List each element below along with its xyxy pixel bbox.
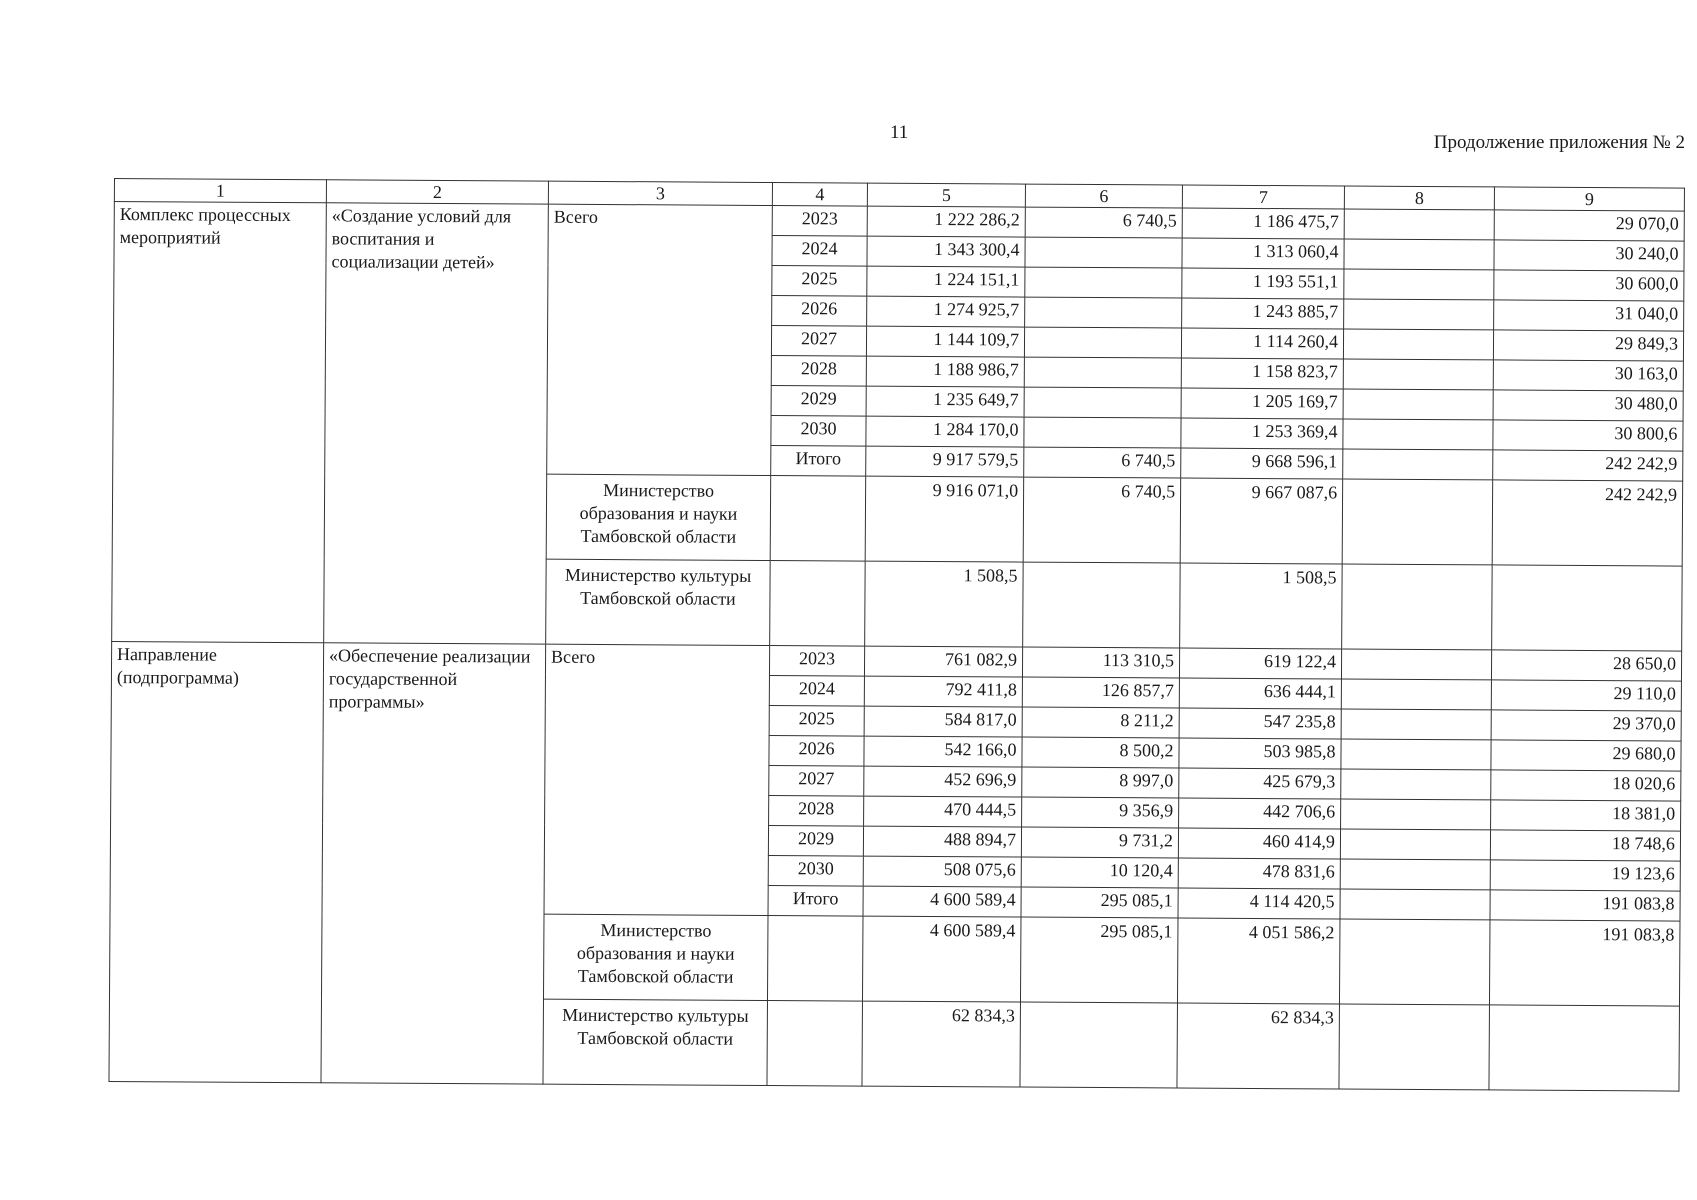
value-cell <box>1341 799 1491 830</box>
value-cell: 8 500,2 <box>1022 737 1179 768</box>
value-cell <box>1339 919 1490 1005</box>
value-cell: 8 997,0 <box>1022 767 1179 798</box>
value-cell: 792 411,8 <box>864 676 1022 707</box>
funding-source-name: Министерство культуры Тамбовской области <box>543 999 768 1085</box>
budget-table <box>108 178 1684 1092</box>
value-cell: 9 731,2 <box>1021 827 1178 858</box>
value-cell: 478 831,6 <box>1178 858 1340 889</box>
value-cell: 488 894,7 <box>863 826 1021 857</box>
value-cell <box>1344 209 1494 240</box>
value-cell <box>1344 269 1494 300</box>
value-cell: 1 274 925,7 <box>867 296 1025 327</box>
program-type: Направление (подпрограмма) <box>109 641 324 1082</box>
value-cell: 242 242,9 <box>1493 450 1683 481</box>
value-cell: 8 211,2 <box>1022 707 1179 738</box>
value-cell <box>1341 649 1491 680</box>
program-name: «Обеспечение реализации государственной программы» <box>321 643 546 1084</box>
value-cell: 29 370,0 <box>1491 710 1681 741</box>
value-cell: 584 817,0 <box>864 706 1022 737</box>
value-cell: 1 158 823,7 <box>1181 358 1343 389</box>
value-cell <box>770 476 866 562</box>
value-cell: 452 696,9 <box>864 766 1022 797</box>
value-cell <box>1024 387 1181 418</box>
year-cell: 2027 <box>769 766 864 797</box>
year-cell: 2028 <box>771 356 866 387</box>
value-cell: 6 740,5 <box>1024 447 1181 478</box>
column-number: 5 <box>867 183 1025 207</box>
column-number: 3 <box>548 181 772 205</box>
column-number: 8 <box>1344 186 1494 210</box>
value-cell <box>1023 562 1181 648</box>
value-cell: 4 051 586,2 <box>1177 918 1340 1004</box>
funding-source-name: Министерство образования и науки Тамбовской области <box>546 474 771 560</box>
column-number: 2 <box>326 180 548 204</box>
value-cell <box>1343 419 1493 450</box>
value-cell: 30 163,0 <box>1493 360 1683 391</box>
value-cell: 62 834,3 <box>1177 1003 1340 1089</box>
value-cell <box>1025 297 1182 328</box>
value-cell: 4 600 589,4 <box>863 886 1021 917</box>
year-cell: 2025 <box>769 706 864 737</box>
value-cell: 9 917 579,5 <box>866 446 1024 477</box>
year-cell: 2026 <box>769 736 864 767</box>
value-cell: 18 748,6 <box>1490 830 1680 861</box>
year-cell: 2030 <box>771 416 866 447</box>
value-cell <box>1024 417 1181 448</box>
value-cell: 29 849,3 <box>1493 330 1683 361</box>
year-cell: 2023 <box>769 646 864 677</box>
value-cell: 1 224 151,1 <box>867 266 1025 297</box>
value-cell <box>770 561 866 647</box>
value-cell <box>1025 237 1182 268</box>
value-cell: 29 680,0 <box>1491 740 1681 771</box>
year-cell: 2028 <box>769 796 864 827</box>
value-cell: 9 356,9 <box>1022 797 1179 828</box>
value-cell: 295 085,1 <box>1020 917 1178 1003</box>
value-cell: 30 800,6 <box>1493 420 1683 451</box>
value-cell <box>1341 769 1491 800</box>
value-cell: 542 166,0 <box>864 736 1022 767</box>
value-cell <box>1343 389 1493 420</box>
value-cell: 6 740,5 <box>1023 477 1181 563</box>
value-cell <box>1343 449 1493 480</box>
value-cell: 1 284 170,0 <box>866 416 1024 447</box>
value-cell: 18 020,6 <box>1491 770 1681 801</box>
value-cell: 6 740,5 <box>1025 207 1182 238</box>
value-cell: 30 600,0 <box>1494 270 1684 301</box>
year-cell: 2023 <box>772 206 867 237</box>
value-cell <box>767 1001 863 1087</box>
value-cell <box>1343 329 1493 360</box>
value-cell <box>1492 565 1683 651</box>
column-number: 4 <box>772 183 867 207</box>
year-cell: 2029 <box>768 826 863 857</box>
total-label: Всего <box>544 644 770 915</box>
value-cell: 9 916 071,0 <box>865 476 1024 562</box>
value-cell: 9 668 596,1 <box>1181 448 1343 479</box>
value-cell <box>1341 739 1491 770</box>
value-cell: 4 600 589,4 <box>862 916 1021 1002</box>
value-cell <box>1339 1004 1490 1090</box>
year-cell: 2027 <box>771 326 866 357</box>
column-number: 9 <box>1494 187 1684 211</box>
value-cell: 508 075,6 <box>863 856 1021 887</box>
value-cell: 1 313 060,4 <box>1182 238 1344 269</box>
value-cell: 1 243 885,7 <box>1182 298 1344 329</box>
column-number: 1 <box>114 179 326 203</box>
value-cell: 425 679,3 <box>1179 768 1341 799</box>
value-cell: 1 144 109,7 <box>866 326 1024 357</box>
value-cell: 18 381,0 <box>1491 800 1681 831</box>
value-cell: 29 110,0 <box>1491 680 1681 711</box>
year-cell: 2029 <box>771 386 866 417</box>
year-cell: 2030 <box>768 856 863 887</box>
value-cell: 113 310,5 <box>1022 647 1179 678</box>
funding-source-name: Министерство образования и науки Тамбовской области <box>543 914 768 1000</box>
value-cell <box>1340 859 1490 890</box>
value-cell <box>1343 359 1493 390</box>
value-cell: 30 480,0 <box>1493 390 1683 421</box>
value-cell: 1 205 169,7 <box>1181 388 1343 419</box>
value-cell <box>1342 479 1493 565</box>
value-cell: 470 444,5 <box>864 796 1022 827</box>
value-cell <box>1344 299 1494 330</box>
column-number: 7 <box>1182 185 1344 209</box>
value-cell <box>1024 357 1181 388</box>
value-cell: 126 857,7 <box>1022 677 1179 708</box>
value-cell: 62 834,3 <box>862 1001 1021 1087</box>
value-cell: 4 114 420,5 <box>1178 888 1340 919</box>
value-cell <box>1342 564 1493 650</box>
value-cell: 636 444,1 <box>1179 678 1341 709</box>
value-cell <box>1340 889 1490 920</box>
value-cell: 1 235 649,7 <box>866 386 1024 417</box>
program-type: Комплекс процессных мероприятий <box>112 202 327 643</box>
value-cell: 29 070,0 <box>1494 210 1684 241</box>
value-cell: 242 242,9 <box>1492 480 1683 566</box>
value-cell <box>1020 1002 1178 1088</box>
value-cell: 19 123,6 <box>1490 860 1680 891</box>
value-cell: 460 414,9 <box>1178 828 1340 859</box>
funding-source-name: Министерство культуры Тамбовской области <box>546 559 771 645</box>
value-cell: 761 082,9 <box>864 646 1022 677</box>
value-cell: 191 083,8 <box>1489 920 1680 1006</box>
value-cell: 1 253 369,4 <box>1181 418 1343 449</box>
program-name: «Создание условий для воспитания и социализации детей» <box>324 203 549 644</box>
value-cell: 442 706,6 <box>1179 798 1341 829</box>
value-cell: 1 188 986,7 <box>866 356 1024 387</box>
value-cell: 1 343 300,4 <box>867 236 1025 267</box>
value-cell: 1 508,5 <box>865 561 1024 647</box>
value-cell: 1 508,5 <box>1180 563 1343 649</box>
year-cell: Итого <box>768 886 863 917</box>
value-cell <box>767 916 863 1002</box>
total-label: Всего <box>547 204 773 475</box>
value-cell: 191 083,8 <box>1490 890 1680 921</box>
value-cell <box>1344 239 1494 270</box>
value-cell <box>1341 679 1491 710</box>
value-cell: 31 040,0 <box>1494 300 1684 331</box>
value-cell <box>1489 1005 1680 1091</box>
value-cell: 9 667 087,6 <box>1180 478 1343 564</box>
value-cell <box>1025 267 1182 298</box>
value-cell: 10 120,4 <box>1021 857 1178 888</box>
year-cell: 2025 <box>772 266 867 297</box>
year-cell: 2026 <box>772 296 867 327</box>
page-number: 11 <box>890 122 909 143</box>
value-cell: 1 186 475,7 <box>1182 208 1344 239</box>
value-cell: 28 650,0 <box>1491 650 1681 681</box>
value-cell: 1 193 551,1 <box>1182 268 1344 299</box>
year-cell: 2024 <box>772 236 867 267</box>
year-cell: 2024 <box>769 676 864 707</box>
value-cell: 1 222 286,2 <box>867 206 1025 237</box>
value-cell <box>1340 829 1490 860</box>
value-cell: 1 114 260,4 <box>1181 328 1343 359</box>
value-cell <box>1024 327 1181 358</box>
value-cell: 295 085,1 <box>1021 887 1178 918</box>
budget-table-body <box>109 179 1684 1092</box>
value-cell: 503 985,8 <box>1179 738 1341 769</box>
value-cell <box>1341 709 1491 740</box>
year-cell: Итого <box>771 446 866 477</box>
value-cell: 30 240,0 <box>1494 240 1684 271</box>
value-cell: 547 235,8 <box>1179 708 1341 739</box>
column-number: 6 <box>1025 184 1182 208</box>
value-cell: 619 122,4 <box>1179 648 1341 679</box>
appendix-continuation-note: Продолжение приложения № 2 <box>1433 132 1685 153</box>
